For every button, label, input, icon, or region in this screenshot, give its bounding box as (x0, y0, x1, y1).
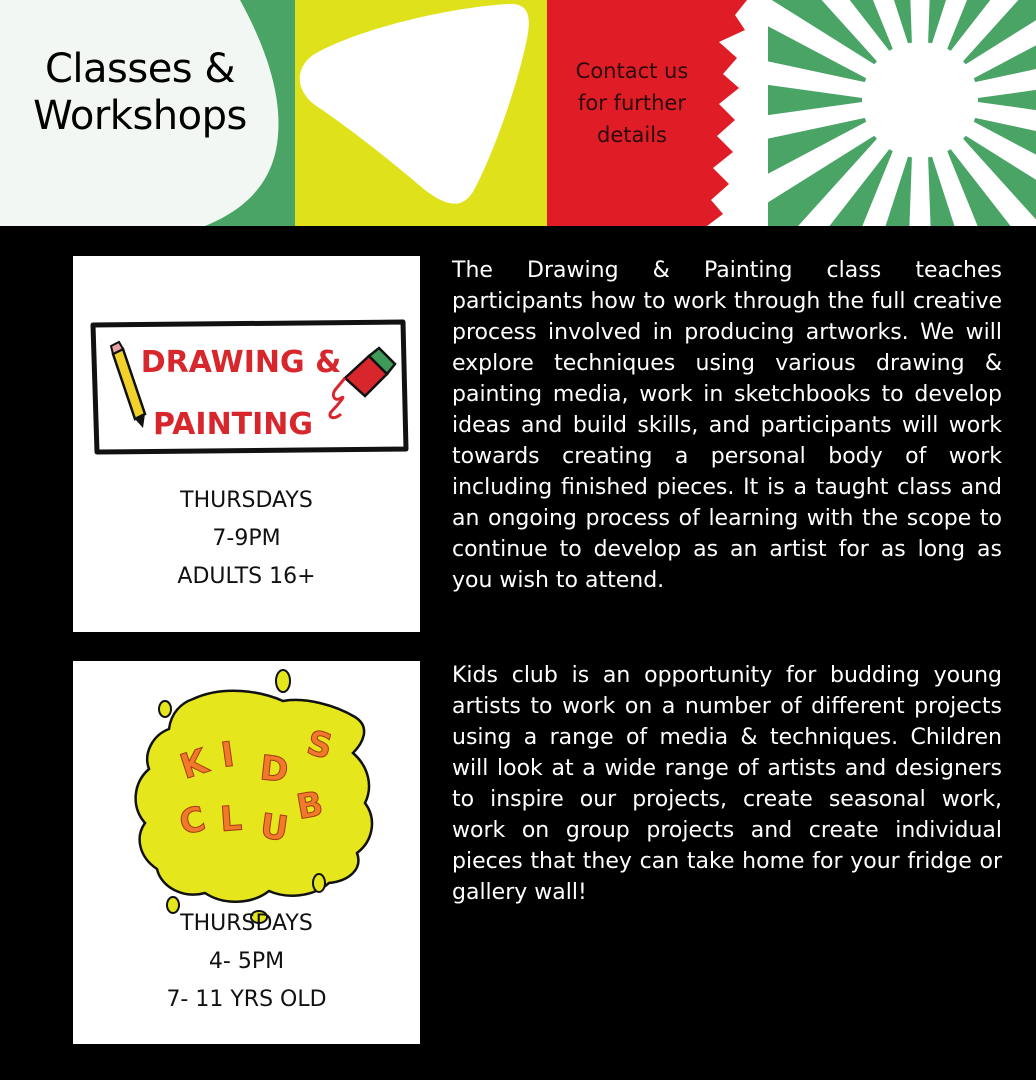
kids-schedule (73, 905, 420, 1019)
schedule-day: THURSDAYS (180, 488, 313, 513)
starburst-shape (768, 0, 1036, 226)
club-letter-b: B (293, 783, 327, 828)
schedule-age: 7- 11 YRS OLD (166, 987, 327, 1012)
title-line-1: Classes & (44, 46, 236, 92)
schedule-day: THURSDAYS (180, 911, 313, 936)
kids-letter-d: D (258, 748, 291, 791)
drawing-description: The Drawing & Painting class teaches participants how to work through the full creative process involved in producing artworks. We will explore techniques using various drawing & painting media, work in sketchbooks to develop ideas and build skills, and participants will work towards creating a personal body of work including finished pieces. It is a taught class and an ongoing process of learning with the scope to continue to develop as an artist for as long as you wish to attend. (452, 258, 1002, 593)
schedule-time: 4- 5PM (208, 949, 285, 974)
contact-line-1: Contact us (575, 59, 689, 83)
drawing-schedule (73, 482, 420, 596)
schedule-age: ADULTS 16+ (177, 564, 316, 589)
page-title (0, 46, 280, 140)
logo-line-2: PAINTING (152, 407, 314, 442)
kids-letter-s: S (302, 722, 337, 768)
header-banner (0, 0, 1036, 226)
club-letter-c: C (175, 798, 210, 844)
logo-line-1: DRAWING & (140, 345, 342, 380)
drawing-painting-card (73, 256, 420, 632)
contact-line-2: for further (578, 91, 686, 115)
contact-line-3: details (597, 123, 667, 147)
white-triangle-shape (295, 0, 547, 226)
kids-letter-k: K (175, 741, 213, 788)
starburst-panel (768, 0, 1036, 226)
kids-letter-i: I (218, 734, 237, 776)
club-letter-u: U (257, 806, 291, 850)
schedule-time: 7-9PM (212, 526, 281, 551)
kids-description: Kids club is an opportunity for budding young artists to work on a number of different projects using a range of media & techniques. Children will look at a wide range of artists and designers to inspire our projects, create seasonal work, work on group projects and create individual pieces that they can take home for your fridge or gallery wall! (452, 663, 1002, 905)
contact-note (562, 55, 702, 151)
title-line-2: Workshops (33, 93, 247, 139)
club-letter-l: L (218, 798, 244, 840)
kids-club-card (73, 661, 420, 1044)
yellow-panel (295, 0, 547, 226)
